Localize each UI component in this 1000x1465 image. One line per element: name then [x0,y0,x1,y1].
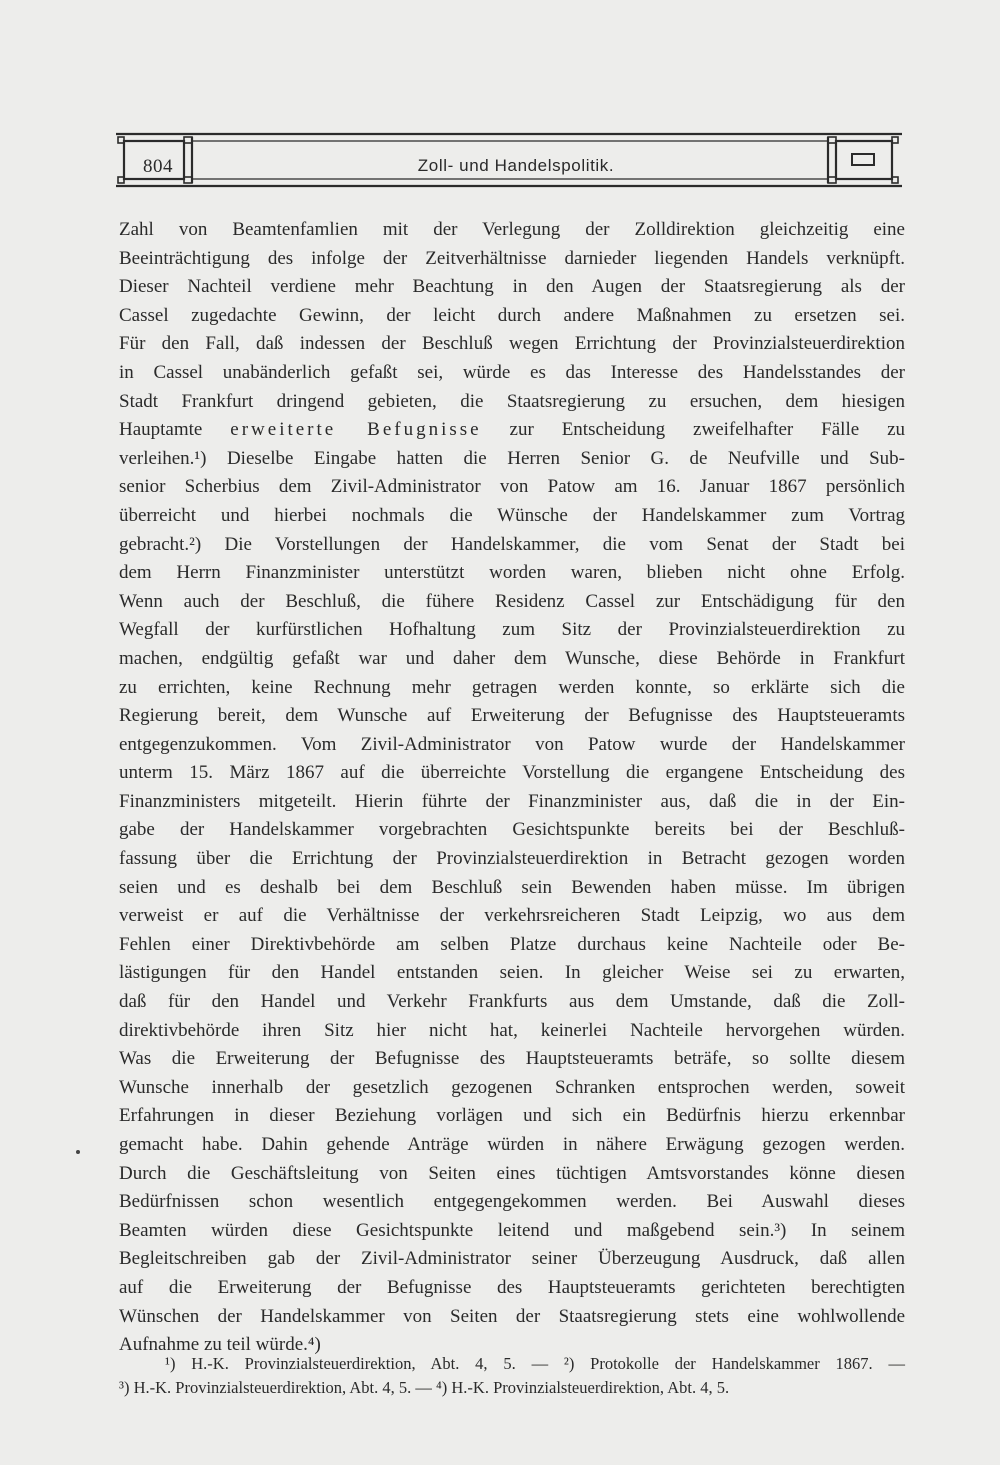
text-line: entgegenzukommen. Vom Zivil-Administrator von Patow wurde der Handelskammer [119,733,905,755]
text-line: lästigungen für den Handel entstanden seien. In gleicher Weise sei zu erwarten, [119,962,905,984]
text-line: verweist er auf die Verhältnisse der verkehrsreicheren Stadt Leipzig, wo aus dem [119,905,905,927]
text-line: Cassel zugedachte Gewinn, der leicht durch andere Maßnahmen zu ersetzen sei. [119,304,905,326]
text-line: Finanzministers mitgeteilt. Hierin führte der Finanzminister aus, daß die in der Ein- [119,790,905,812]
footnote-line: ¹) H.-K. Provinzialsteuerdirektion, Abt. 4, 5. — ²) Protokolle der Handelskammer 1867. — [165,1354,905,1373]
text-line: Fehlen einer Direktivbehörde am selben Platze durchaus keine Nachteile oder Be- [119,933,905,955]
text-line: seien und es deshalb bei dem Beschluß sein Bewenden haben müsse. Im übrigen [119,876,905,898]
text-line: Regierung bereit, dem Wunsche auf Erweiterung der Befugnisse des Hauptsteueramts [119,705,905,727]
text-line: Was die Erweiterung der Befugnisse des Hauptsteueramts beträfe, so sollte diesem [119,1048,905,1070]
text-line: unterm 15. März 1867 auf die überreichte Vorstellung die ergangene Entscheidung des [119,762,905,784]
text-line: Wenn auch der Beschluß, die fühere Residenz Cassel zur Entschädigung für den [119,590,905,612]
text-line: direktivbehörde ihren Sitz hier nicht hat, keinerlei Nachteile hervorgehen würden. [119,1019,905,1041]
text-line: Zahl von Beamtenfamlien mit der Verlegung der Zolldirektion gleichzeitig eine [119,219,905,240]
text-line: gemacht habe. Dahin gehende Anträge würden in nähere Erwägung gezogen werden. [119,1134,905,1155]
text-line: senior Scherbius dem Zivil-Administrator von Patow am 16. Januar 1867 persönlich [119,476,905,498]
text-line: fassung über die Errichtung der Provinzialsteuerdirektion in Betracht gezogen worden [119,848,905,870]
text-line: auf die Erweiterung der Befugnisse des Hauptsteueramts gerichteten berechtigten [119,1276,905,1298]
text-line: Für den Fall, daß indessen der Beschluß wegen Errichtung der Provinzialsteuerdirektion [119,333,905,355]
running-head: Zoll- und Handelspolitik. [417,156,615,175]
text-line: Wünschen der Handelskammer von Seiten der Staatsregierung stets eine wohlwollende [119,1305,905,1327]
text-line: Bedürfnissen schon wesentlich entgegengekommen werden. Bei Auswahl dieses [119,1191,905,1213]
text-line: Dieser Nachteil verdiene mehr Beachtung in den Augen der Staatsregierung als der [119,276,905,298]
ink-speck [76,1150,80,1154]
text-line: Erfahrungen in dieser Beziehung vorlägen und sich ein Bedürfnis hierzu erkennbar [119,1105,905,1127]
text-line: Wegfall der kurfürstlichen Hofhaltung zum Sitz der Provinzialsteuerdirektion zu [119,619,905,641]
text-line: Durch die Geschäftsleitung von Seiten eines tüchtigen Amtsvorstandes könne diesen [119,1162,905,1184]
text-line: Aufnahme zu teil würde.⁴) [119,1334,321,1356]
text-line: in Cassel unabänderlich gefaßt sei, würde es das Interesse des Handelsstandes der [119,361,905,383]
text-line: dem Herrn Finanzminister unterstützt worden waren, blieben nicht ohne Erfolg. [119,562,905,584]
text-line: Begleitschreiben gab der Zivil-Administrator seiner Überzeugung Ausdruck, daß allen [119,1248,905,1270]
text-line: Wunsche innerhalb der gesetzlich gezogenen Schranken entsprochen werden, soweit [119,1076,905,1098]
footnotes [119,1352,905,1400]
text-line: Stadt Frankfurt dringend gebieten, die Staatsregierung zu ersuchen, dem hiesigen [119,390,905,412]
text-line: verleihen.¹) Dieselbe Eingabe hatten die Herren Senior G. de Neufville und Sub- [119,447,905,469]
page-header-frame [116,128,902,192]
text-line: Hauptamte erweiterte Befugnisse zur Entscheidung zweifelhafter Fälle zu [119,419,906,441]
text-line: Beamten würden diese Gesichtspunkte leitend und maßgebend sein.³) In seinem [119,1219,905,1241]
text-line: überreicht und hierbei nochmals die Wünsche der Handelskammer zum Vortrag [119,504,905,526]
text-line: gabe der Handelskammer vorgebrachten Gesichtspunkte bereits bei der Beschluß- [119,819,905,841]
text-line: Beeinträchtigung des infolge der Zeitverhältnisse darnieder liegenden Handels verknüpft. [119,247,905,269]
text-line: zu errichten, keine Rechnung mehr getragen werden konnte, so erklärte sich die [119,676,905,698]
text-line: machen, endgültig gefaßt war und daher dem Wunsche, diese Behörde in Frankfurt [119,647,905,669]
footnote-line: ³) H.-K. Provinzialsteuerdirektion, Abt. 4, 5. — ⁴) H.-K. Provinzialsteuerdirektion, Abt. 4, 5. [119,1378,730,1397]
text-line: gebracht.²) Die Vorstellungen der Handelskammer, die vom Senat der Stadt bei [119,533,905,555]
text-line: daß für den Handel und Verkehr Frankfurts aus dem Umstande, daß die Zoll- [119,991,905,1013]
body-text [119,216,905,1360]
page-number: 804 [143,156,173,177]
